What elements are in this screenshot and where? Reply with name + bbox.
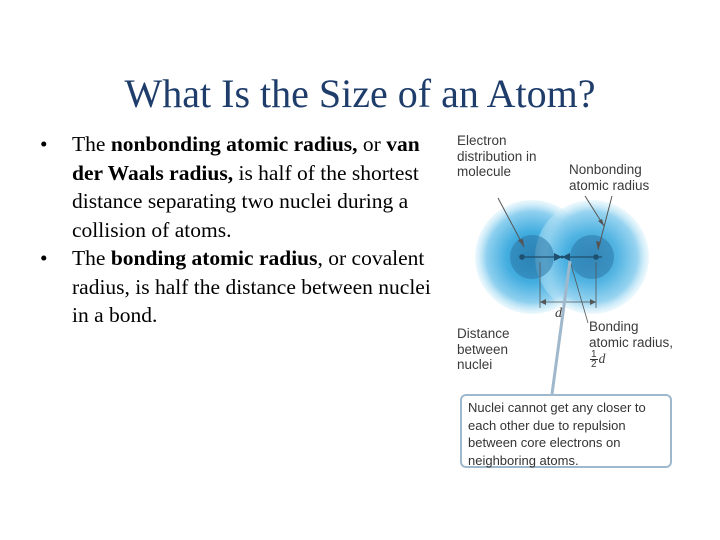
bullet-marker: • [40,246,48,270]
bullet-marker: • [40,132,48,156]
bonding-radius-label [589,319,679,369]
electron-distribution-label: Electron distribution in molecule [457,133,537,179]
repulsion-note: Nuclei cannot get any closer to each other due to repulsion between core electrons on neighboring atoms. [460,394,672,468]
slide-title: What Is the Size of an Atom? [124,71,596,116]
nonbonding-radius-label: Nonbonding atomic radius [569,162,650,193]
bullet-text: or [357,132,387,156]
bullet-item-nonbonding [40,130,440,244]
atomic-radius-figure [452,128,682,478]
bullet-bold-term: nonbonding atomic radius, [110,132,358,156]
bullet-text: , or covalent radius, is half the distance between nuclei in a bond. [72,246,431,327]
d-symbol: d [555,306,562,321]
bullet-bold-term: van der Waals radius, [72,132,420,185]
fraction-numerator: 1 [591,349,597,360]
bullet-text: is half of the shortest distance separating two nuclei during a collision of atoms. [72,160,419,242]
bullet-text: The [72,132,111,156]
bonding-radius-text: Bonding atomic radius, [589,319,674,350]
bullet-text: The [72,246,111,270]
half-d-symbol: d [598,351,606,367]
bullet-bold-term: bonding atomic radius [110,246,318,270]
left-nucleus [519,254,525,260]
bullet-item-bonding [40,244,440,330]
one-half-fraction [590,350,598,369]
fraction-denominator: 2 [591,359,597,370]
distance-between-nuclei-label: Distance between nuclei [457,326,510,372]
bullet-list [40,130,440,330]
right-nucleus [593,254,599,260]
